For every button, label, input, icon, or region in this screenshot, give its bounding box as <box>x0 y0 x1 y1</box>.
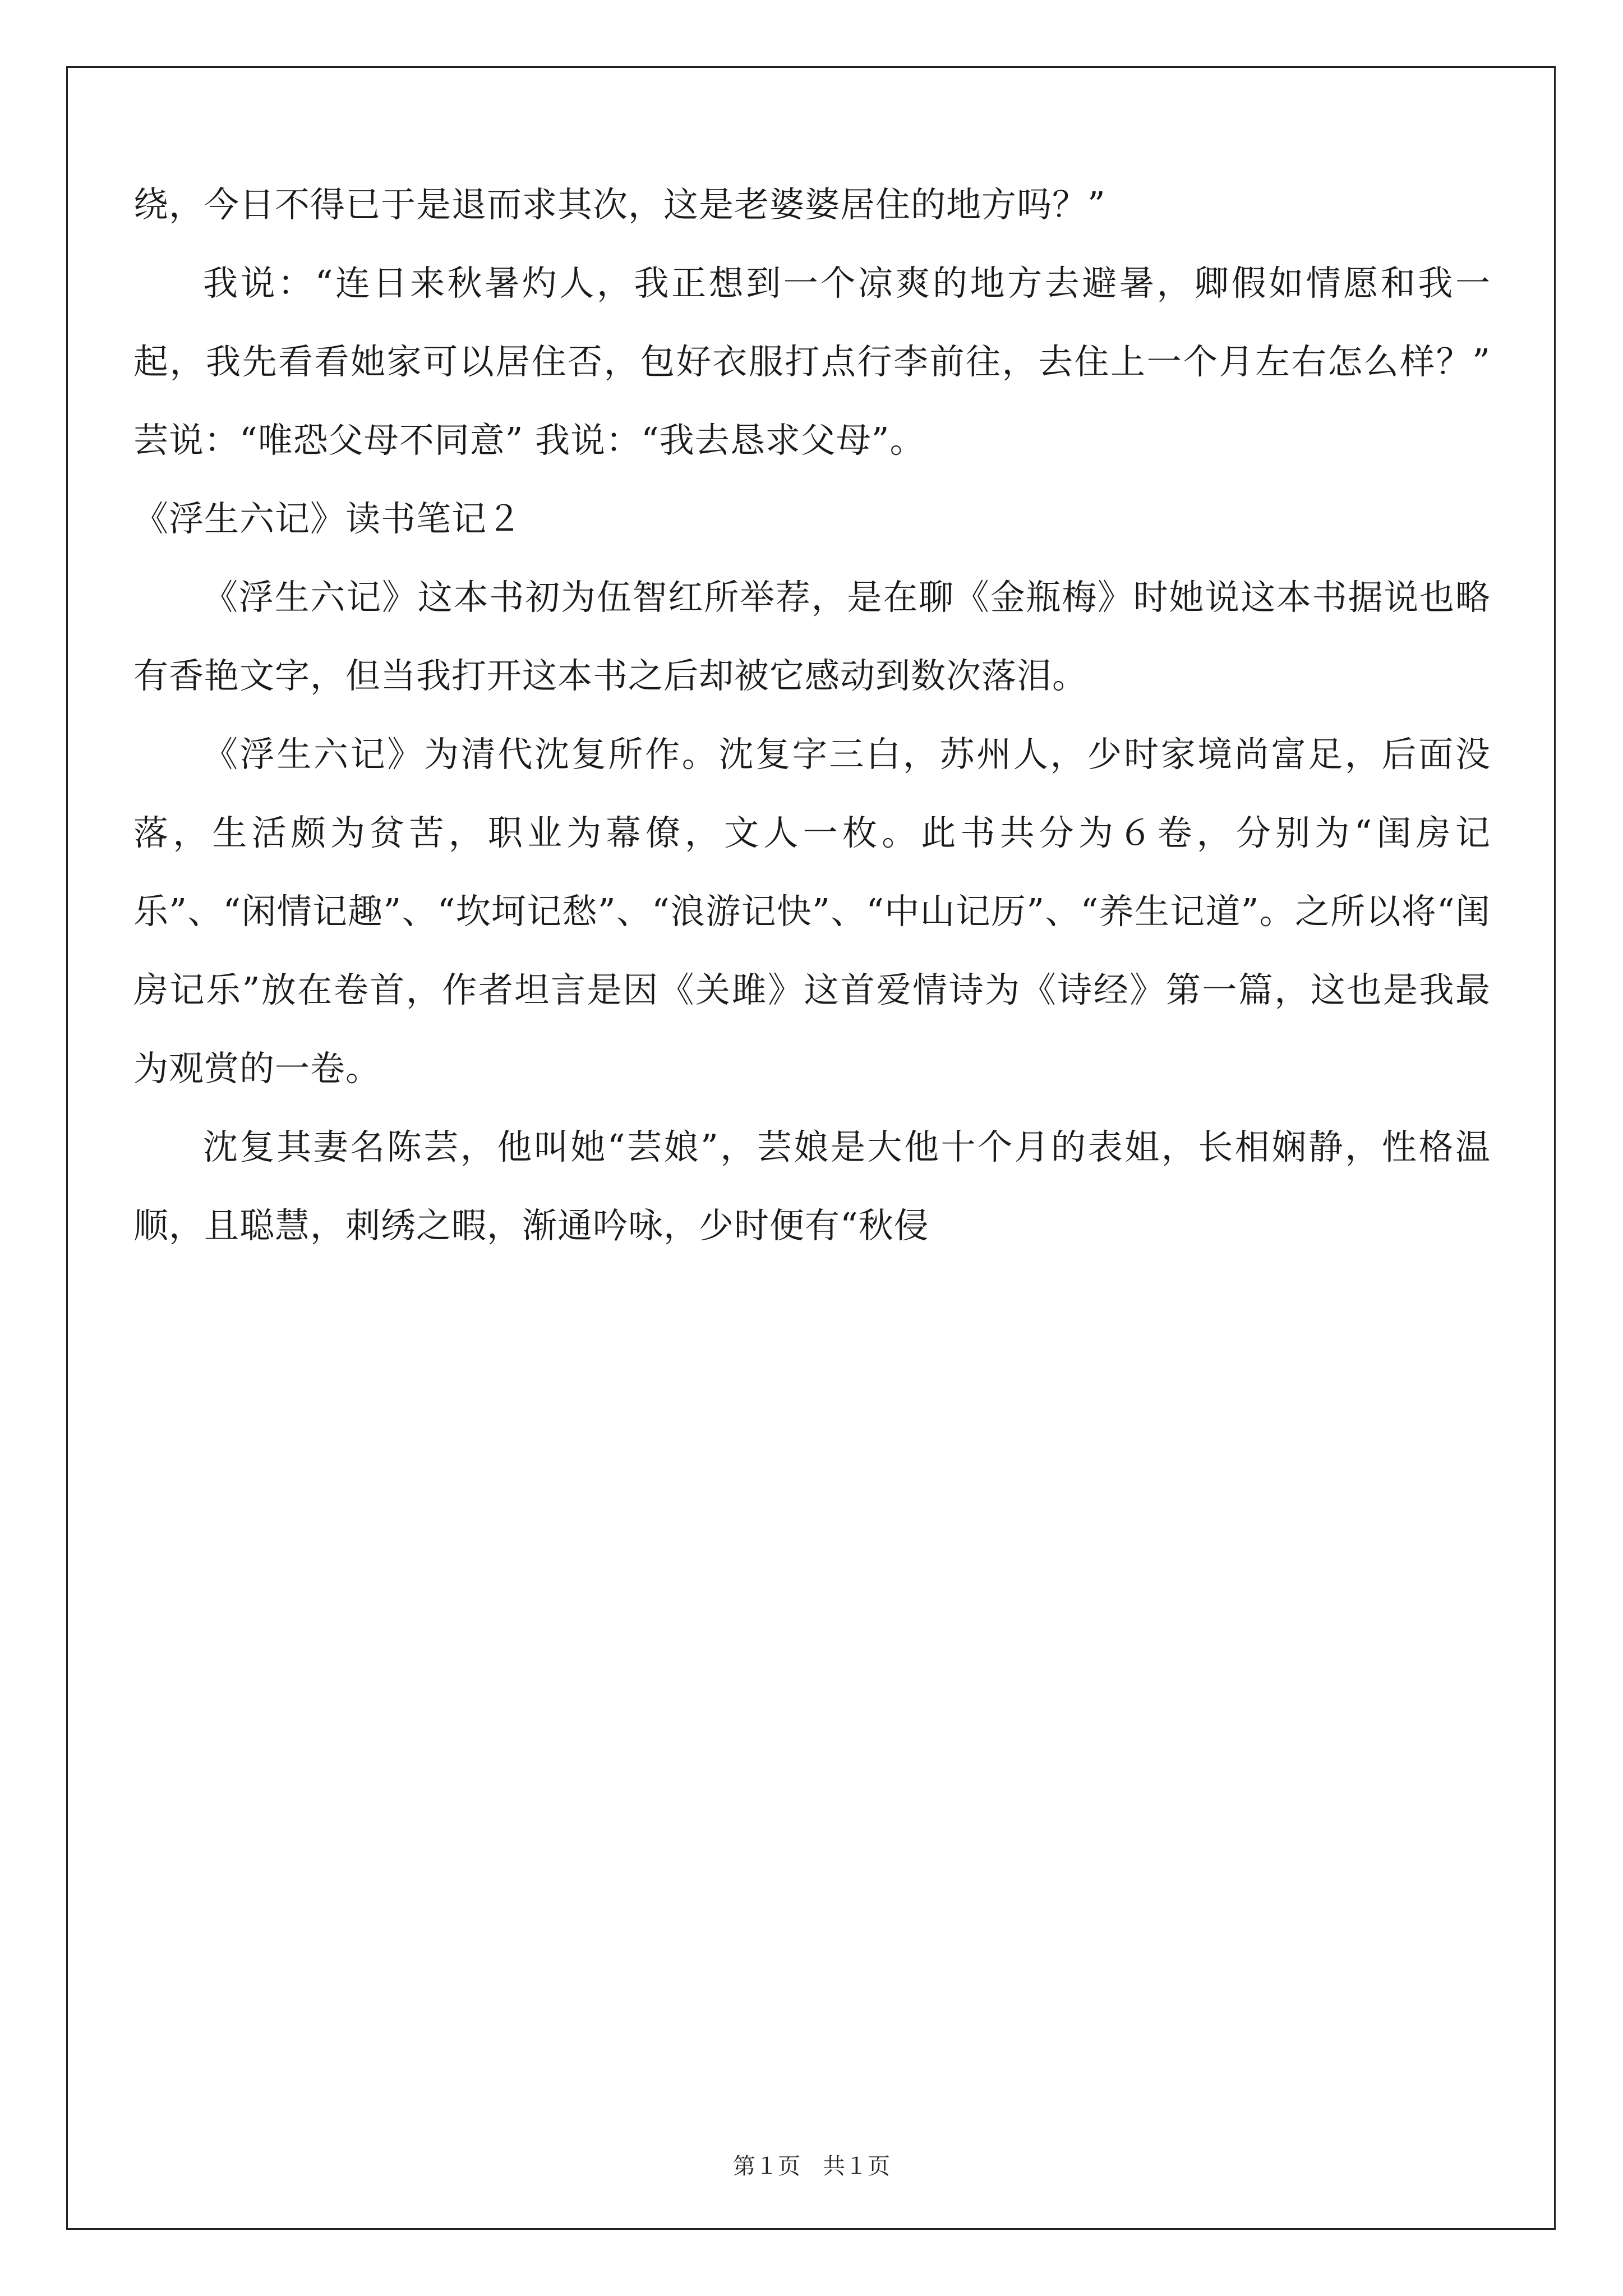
paragraph-5: 沈复其妻名陈芸，他叫她“芸娘”，芸娘是大他十个月的表姐，长相娴静，性格温顺，且聪慧，刺绣之暇，渐通吟咏，少时便有“秋侵 <box>133 1126 1491 1246</box>
page-number-footer: 第１页 共１页 <box>733 2154 890 2179</box>
paragraph-1: 绕，今日不得已于是退而求其次，这是老婆婆居住的地方吗？” <box>133 184 1106 225</box>
section-heading: 《浮生六记》读书笔记２ <box>133 498 523 539</box>
document-body <box>133 165 1491 1265</box>
paragraph-4: 《浮生六记》为清代沈复所作。沈复字三白，苏州人，少时家境尚富足，后面没落，生活颇为贫苦，职业为幕僚，文人一枚。此书共分为６卷，分别为“闺房记乐”、“闲情记趣”、“坎坷记愁”、“浪游记快”、“中山记历”、“养生记道”。之所以将“闺房记乐”放在卷首，作者坦言是因《关雎》这首爱情诗为《诗经》第一篇，这也是我最为观赏的一卷。 <box>133 734 1491 1089</box>
paragraph-3: 《浮生六记》这本书初为伍智红所举荐，是在聊《金瓶梅》时她说这本书据说也略有香艳文字，但当我打开这本书之后却被它感动到数次落泪。 <box>133 577 1491 696</box>
paragraph-2: 我说：“连日来秋暑灼人，我正想到一个凉爽的地方去避暑，卿假如情愿和我一起，我先看看她家可以居住否，包好衣服打点行李前往，去住上一个月左右怎么样？” 芸说：“唯恐父母不同意” 我说：“我去恳求父母”。 <box>133 263 1491 461</box>
